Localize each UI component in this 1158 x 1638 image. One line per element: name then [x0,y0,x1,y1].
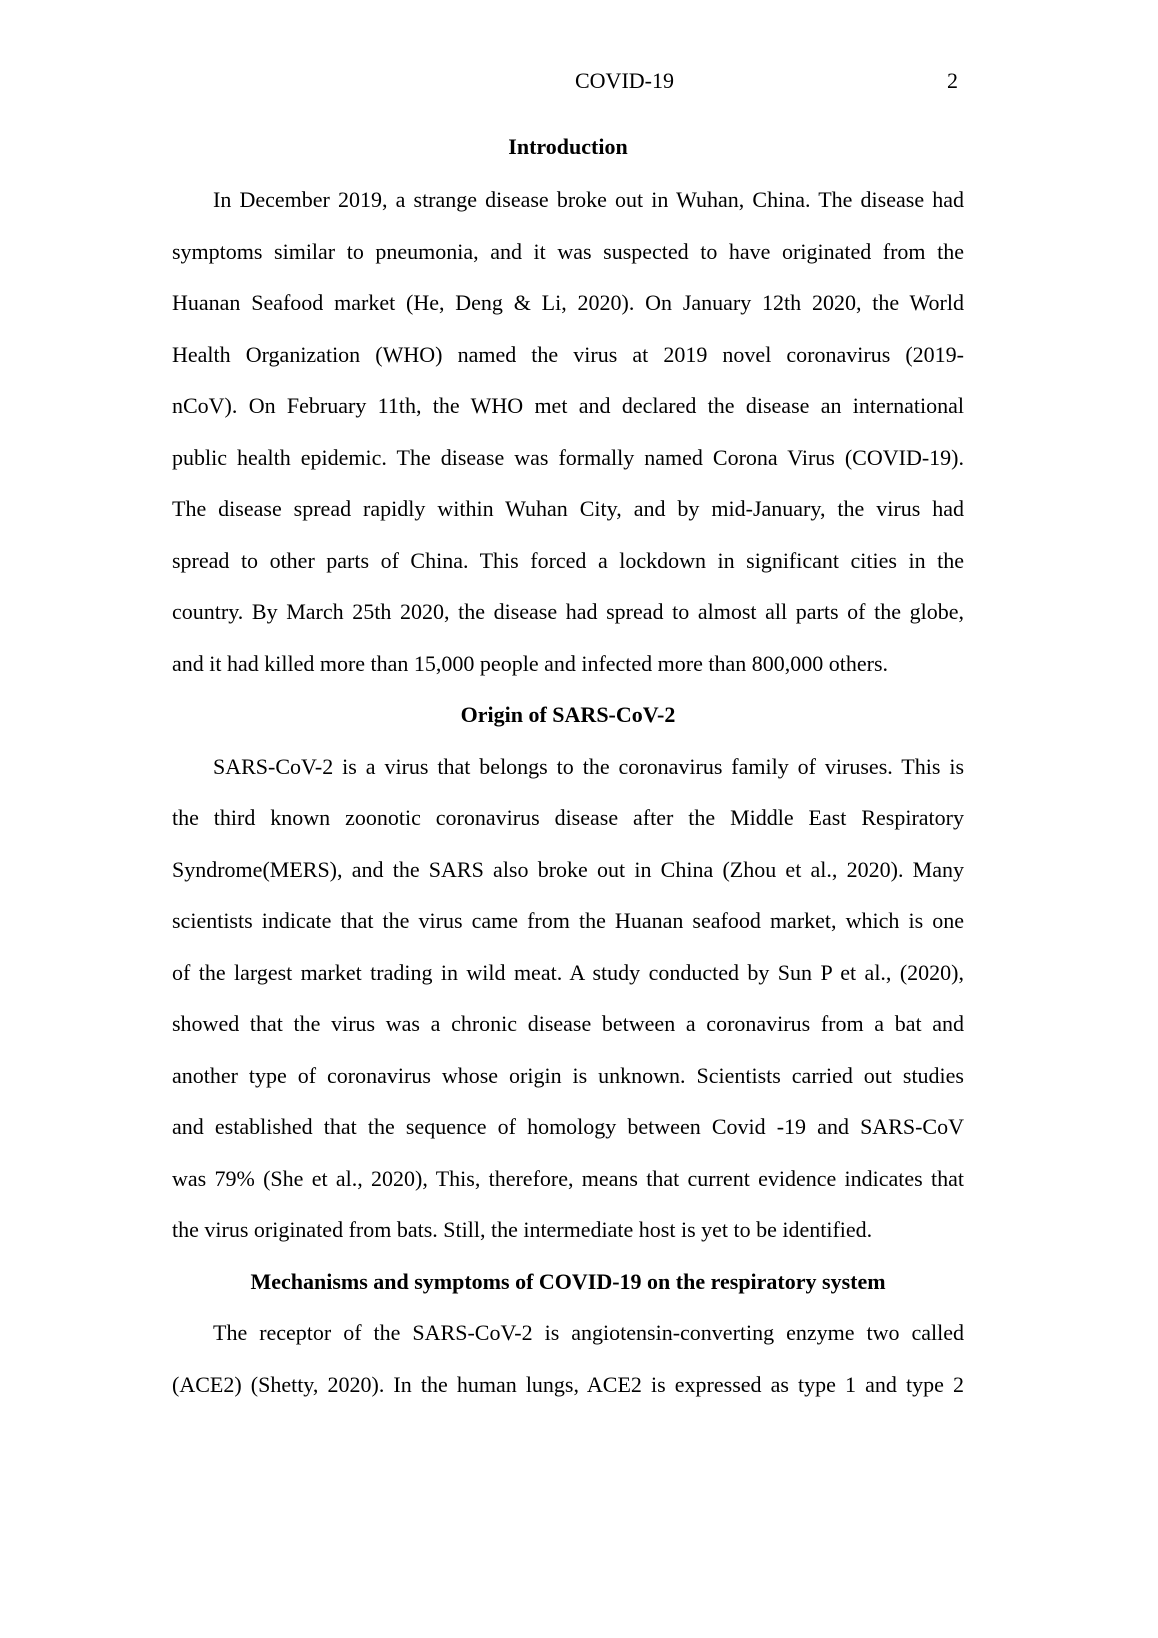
running-head: COVID-19 [575,68,674,93]
paragraph-line: spread to other parts of China. This forced a lockdown in significant cities in the [172,548,964,573]
paragraph-line: In December 2019, a strange disease broke out in Wuhan, China. The disease had [213,187,964,212]
paragraph-line: Huanan Seafood market (He, Deng & Li, 2020). On January 12th 2020, the World [172,290,964,315]
paragraph-line: The disease spread rapidly within Wuhan City, and by mid-January, the virus had [172,496,964,521]
section-heading-origin: Origin of SARS-CoV-2 [460,702,676,727]
paragraph-line: Health Organization (WHO) named the virus at 2019 novel coronavirus (2019- [172,342,964,367]
paragraph-line: of the largest market trading in wild meat. A study conducted by Sun P et al., (2020), [172,960,964,985]
paragraph-line: country. By March 25th 2020, the disease had spread to almost all parts of the globe, [172,599,964,624]
paragraph-line: showed that the virus was a chronic disease between a coronavirus from a bat and [172,1011,964,1036]
paragraph-line: Syndrome(MERS), and the SARS also broke out in China (Zhou et al., 2020). Many [172,857,964,882]
paragraph-line: the virus originated from bats. Still, the intermediate host is yet to be identified. [172,1217,873,1242]
paragraph-line: another type of coronavirus whose origin is unknown. Scientists carried out studies [172,1063,964,1088]
section-heading-introduction: Introduction [508,134,628,159]
section-heading-mechanisms: Mechanisms and symptoms of COVID-19 on the respiratory system [250,1269,886,1294]
paragraph-line: The receptor of the SARS-CoV-2 is angiotensin-converting enzyme two called [213,1320,964,1345]
paragraph-line: scientists indicate that the virus came from the Huanan seafood market, which is one [172,908,964,933]
paragraph-line: and it had killed more than 15,000 people and infected more than 800,000 others. [172,651,889,676]
paragraph-line: (ACE2) (Shetty, 2020). In the human lungs, ACE2 is expressed as type 1 and type 2 [172,1372,964,1397]
paragraph-line: was 79% (She et al., 2020), This, therefore, means that current evidence indicates that [172,1166,964,1191]
paragraph-line: SARS-CoV-2 is a virus that belongs to the coronavirus family of viruses. This is [213,754,964,779]
paragraph-line: symptoms similar to pneumonia, and it was suspected to have originated from the [172,239,964,264]
paragraph-line: the third known zoonotic coronavirus disease after the Middle East Respiratory [172,805,964,830]
paragraph-line: and established that the sequence of homology between Covid -19 and SARS-CoV [172,1114,964,1139]
paragraph-line: nCoV). On February 11th, the WHO met and declared the disease an international [172,393,964,418]
paragraph-line: public health epidemic. The disease was formally named Corona Virus (COVID-19). [172,445,964,470]
page-number: 2 [947,68,958,93]
